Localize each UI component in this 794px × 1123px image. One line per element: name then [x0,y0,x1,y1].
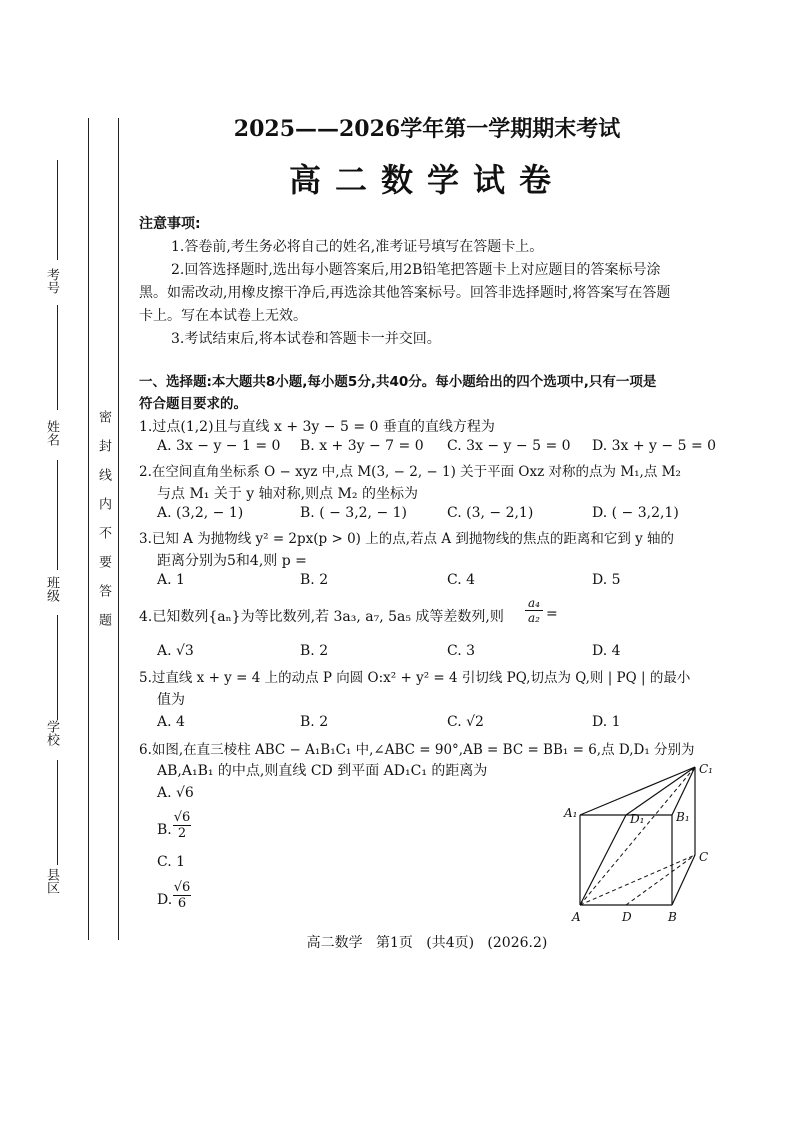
q5-option-b[interactable]: B. 2 [300,714,329,730]
q6-option-d-prefix: D. [157,892,173,908]
name-blank[interactable] [57,460,58,570]
q6-option-b-prefix: B. [157,822,172,838]
paper-title: 高二数学试卷 [288,161,565,199]
exam-no-blank-2[interactable] [57,305,58,410]
q2-stem-1: 2.在空间直角坐标系 O − xyz 中,点 M(3, − 2, − 1) 关于平面 Oxz 对称的点为 M₁,点 M₂ [139,464,681,480]
q6-stem-1: 6.如图,在直三棱柱 ABC − A₁B₁C₁ 中,∠ABC = 90°,AB = BC = BB₁ = 6,点 D,D₁ 分别为 [139,742,695,758]
label-C1: C₁ [699,762,713,776]
county-label: 县区 [44,868,59,894]
segment-A-D1 [580,815,626,905]
q4-stem-tail: = [546,606,558,622]
q3-stem-2: 距离分别为5和4,则 p = [157,553,307,569]
label-B: B [668,910,677,924]
q2-option-c[interactable]: C. (3, − 2,1) [447,505,534,521]
margin-line-inner [118,118,119,940]
q2-option-b[interactable]: B. ( − 3,2, − 1) [300,505,407,521]
school-blank[interactable] [57,760,58,865]
q6-stem-2: AB,A₁B₁ 的中点,则直线 CD 到平面 AD₁C₁ 的距离为 [157,763,488,779]
seal-line-notice: 密封线内不要答题 [96,410,111,642]
q6-option-d-numerator: √6 [173,880,191,895]
q1-option-a[interactable]: A. 3x − y − 1 = 0 [157,438,281,454]
notice-line-3: 黑。如需改动,用橡皮擦干净后,再选涂其他答案标号。回答非选择题时,将答案写在答题 [139,285,671,301]
school-label: 学校 [44,720,59,746]
q4-option-c[interactable]: C. 3 [447,643,476,659]
notice-line-5: 3.考试结束后,将本试卷和答题卡一并交回。 [171,331,441,347]
name-label: 姓名 [44,420,59,446]
label-D: D [622,910,632,924]
q6-option-d-fraction [173,880,191,911]
prism-figure [550,755,730,930]
q5-stem-1: 5.过直线 x + y = 4 上的动点 P 向圆 O:x² + y² = 4 引切线 PQ,切点为 Q,则 | PQ | 的最小 [139,670,691,686]
q4-option-a[interactable]: A. √3 [157,643,194,659]
q3-option-b[interactable]: B. 2 [300,572,329,588]
edge-A1-C1 [580,767,695,815]
notice-line-1: 1.答卷前,考生务必将自己的姓名,准考证号填写在答题卡上。 [171,239,544,255]
q4-option-d[interactable]: D. 4 [592,643,621,659]
q2-option-d[interactable]: D. ( − 3,2,1) [592,505,679,521]
class-blank[interactable] [57,615,58,720]
notice-line-2: 2.回答选择题时,选出每小题答案后,用2B铅笔把答题卡上对应题目的答案标号涂 [171,262,661,278]
hidden-edge-A-C [580,855,695,905]
q3-option-a[interactable]: A. 1 [157,572,185,588]
q5-option-c[interactable]: C. √2 [447,714,484,730]
section1-heading-1: 一、选择题:本大题共8小题,每小题5分,共40分。每小题给出的四个选项中,只有一项是 [139,374,657,390]
q5-option-d[interactable]: D. 1 [592,714,621,730]
label-C: C [699,850,709,864]
q6-option-b-numerator: √6 [173,810,191,825]
q1-option-c[interactable]: C. 3x − y − 5 = 0 [447,438,571,454]
q3-option-d[interactable]: D. 5 [592,572,621,588]
q2-option-a[interactable]: A. (3,2, − 1) [157,505,244,521]
notice-line-4: 卡上。写在本试卷上无效。 [139,308,307,324]
hidden-segment-A-C1 [580,767,695,905]
label-B1: B₁ [676,810,690,824]
q1-option-b[interactable]: B. x + 3y − 7 = 0 [300,438,424,454]
q4-option-b[interactable]: B. 2 [300,643,329,659]
q4-fraction-denominator: a₂ [528,611,540,625]
q5-option-a[interactable]: A. 4 [157,714,185,730]
q6-option-b-fraction [173,810,191,841]
q2-stem-2: 与点 M₁ 关于 y 轴对称,则点 M₂ 的坐标为 [157,486,418,502]
q6-option-a[interactable]: A. √6 [157,785,194,801]
label-A1: A₁ [564,806,578,820]
q3-stem-1: 3.已知 A 为抛物线 y² = 2px(p > 0) 上的点,若点 A 到抛物线的焦点的距离和它到 y 轴的 [139,531,675,547]
q5-stem-2: 值为 [157,692,185,708]
class-label: 班级 [44,576,59,602]
q1-option-d[interactable]: D. 3x + y − 5 = 0 [592,438,717,454]
notice-heading: 注意事项: [139,216,201,232]
edge-B-C [672,855,695,905]
q4-fraction-numerator: a₄ [525,596,543,611]
q3-option-c[interactable]: C. 4 [447,572,476,588]
section1-heading-2: 符合题目要求的。 [139,396,247,412]
hidden-segment-D-C [626,855,695,905]
label-A: A [572,910,581,924]
q4-stem: 4.已知数列{aₙ}为等比数列,若 3a₃, a₇, 5a₅ 成等差数列,则 [139,609,504,625]
margin-line-outer [88,118,89,940]
page-footer: 高二数学 第1页 (共4页) (2026.2) [306,935,548,951]
exam-no-label: 考号 [44,268,59,294]
q6-option-c[interactable]: C. 1 [157,854,186,870]
q6-option-b-denominator: 2 [177,826,187,841]
q4-fraction [525,596,543,625]
q1-stem: 1.过点(1,2)且与直线 x + 3y − 5 = 0 垂直的直线方程为 [139,419,495,435]
q6-option-d-denominator: 6 [177,896,187,911]
year-title: 2025——2026学年第一学期期末考试 [233,116,621,142]
label-D1: D₁ [630,812,645,826]
